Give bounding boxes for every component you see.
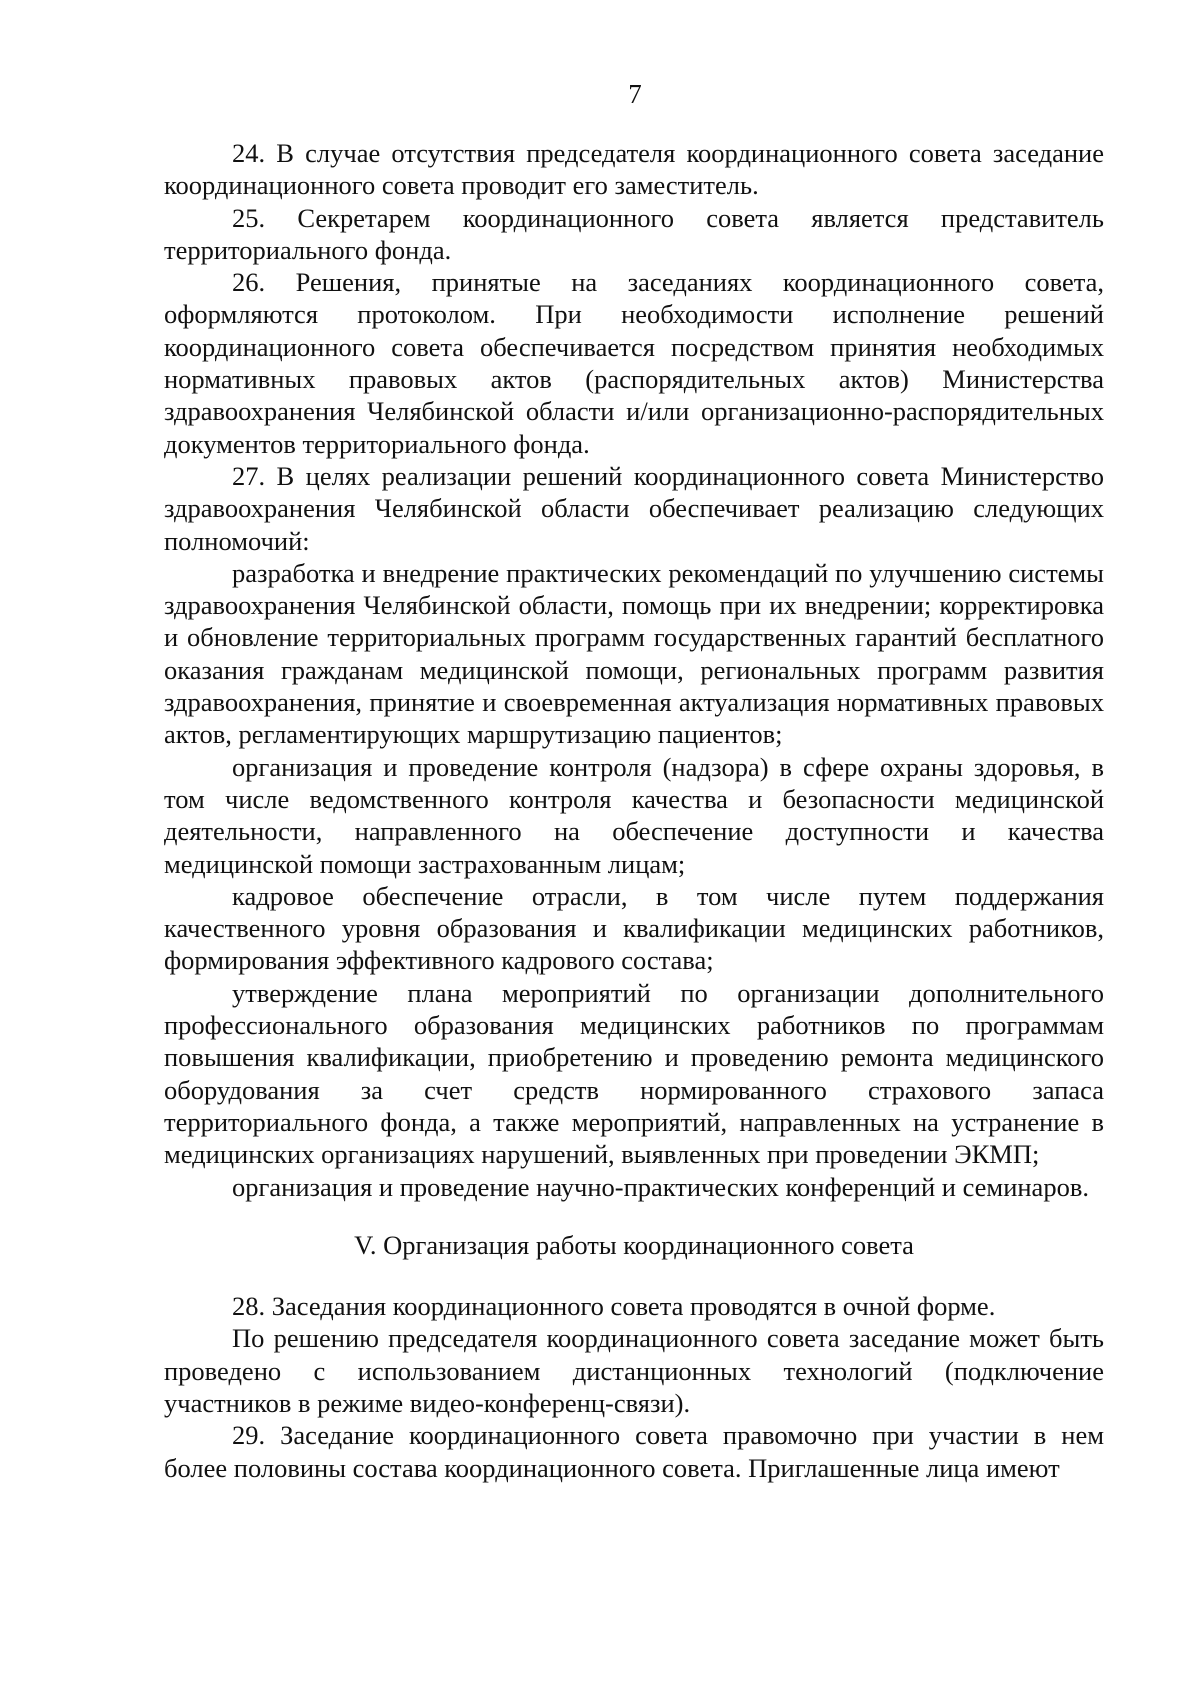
list-item-staffing: кадровое обеспечение отрасли, в том числе путем поддержания качественного уровня образования и квалификации медицинских работников, формирования эффективного кадрового состава;: [164, 880, 1104, 976]
list-item-recommendations: разработка и внедрение практических рекомендаций по улучшению системы здравоохранения Челябинской области, помощь при их внедрении; корректировка и обновление территориальных программ государственных гарантий бесплатного оказания гражданам медицинской помощи, региональных программ развития здравоохранения, принятие и своевременная актуализация нормативных правовых актов, регламентирующих маршрутизацию пациентов;: [164, 557, 1104, 750]
paragraph-28: 28. Заседания координационного совета проводятся в очной форме.: [232, 1291, 996, 1322]
paragraph-29: 29. Заседание координационного совета правомочно при участии в нем более половины состава координационного совета. Приглашенные лица имеют: [164, 1420, 1104, 1483]
paragraph-27: 27. В целях реализации решений координационного совета Министерство здравоохранения Челябинской области обеспечивает реализацию следующих полномочий:: [164, 460, 1104, 556]
list-item-training-plan: утверждение плана мероприятий по организации дополнительного профессионального образования медицинских работников по программам повышения квалификации, приобретению и проведению ремонта медицинского оборудования за счет средств нормированного страхового запаса территориального фонда, а также мероприятий, направленных на устранение в медицинских организациях нарушений, выявленных при проведении ЭКМП;: [164, 977, 1104, 1170]
list-item-conferences: организация и проведение научно-практических конференций и семинаров.: [232, 1171, 1089, 1202]
paragraph-24: 24. В случае отсутствия председателя координационного совета заседание координационного совета проводит его заместитель.: [164, 138, 1104, 201]
paragraph-remote-meeting: По решению председателя координационного совета заседание может быть проведено с использованием дистанционных технологий (подключение участников в режиме видео-конференц-связи).: [164, 1323, 1104, 1418]
paragraph-26: 26. Решения, принятые на заседаниях координационного совета, оформляются протоколом. При необходимости исполнение решений координационного совета обеспечивается посредством принятия необходимых нормативных правовых актов (распорядительных актов) Министерства здравоохранения Челябинской области и/или организационно-распорядительных документов территориального фонда.: [164, 267, 1104, 459]
list-item-control: организация и проведение контроля (надзора) в сфере охраны здоровья, в том числе ведомственного контроля качества и безопасности медицинской деятельности, направленного на обеспечение доступности и качества медицинской помощи застрахованным лицам;: [164, 751, 1104, 879]
paragraph-25: 25. Секретарем координационного совета является представитель территориального фонда.: [164, 202, 1104, 265]
document-body: [164, 137, 1104, 1484]
page-number: 7: [628, 79, 642, 109]
section-heading: V. Организация работы координационного совета: [354, 1229, 914, 1260]
